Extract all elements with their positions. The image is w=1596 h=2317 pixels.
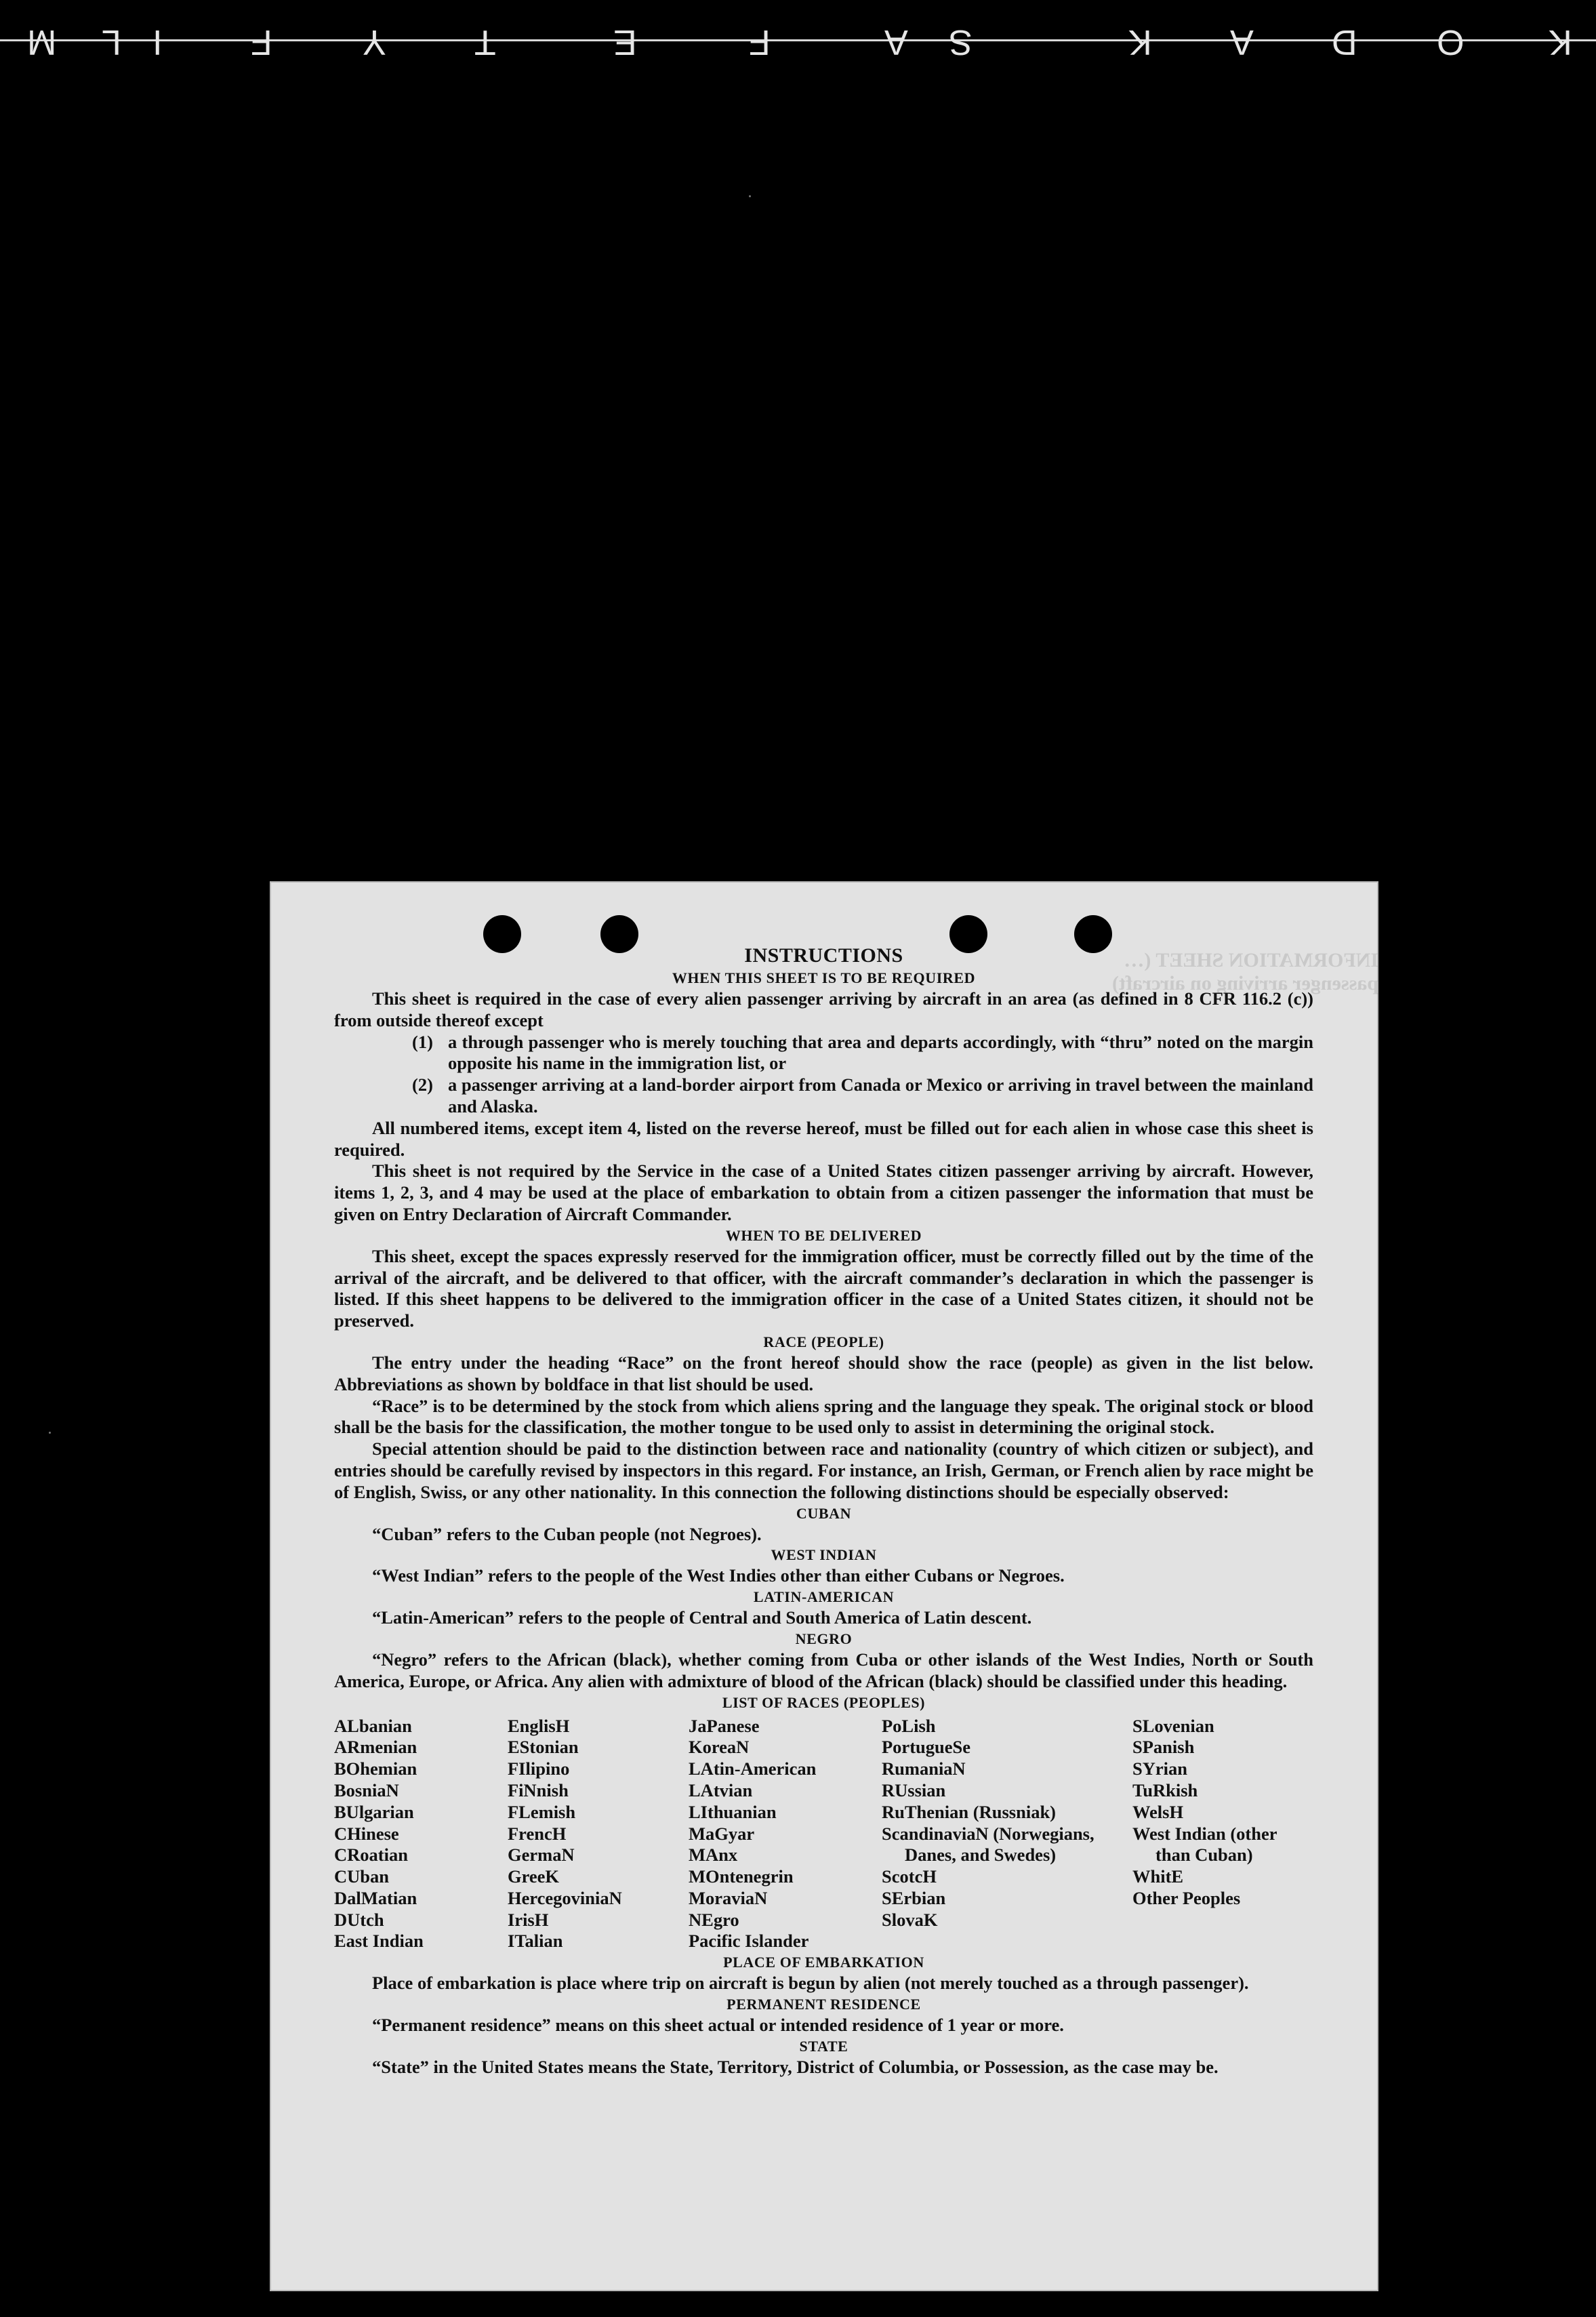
race-entry: PortugueSe: [882, 1737, 971, 1758]
paragraph: This sheet is required in the case of every alien passenger arriving by aircraft in an area (as defined in 8 CFR 116.2 (c)) from outside thereof except: [334, 988, 1313, 1030]
race-entry: GreeK: [508, 1866, 560, 1887]
race-entry: LIthuanian: [689, 1801, 777, 1822]
paragraph: Place of embarkation is place where trip on aircraft is begun by alien (not merely touched as a through passenger).: [372, 1973, 1249, 1994]
section-heading: LIST OF RACES (PEOPLES): [722, 1693, 926, 1711]
race-entry: GermaN: [508, 1845, 575, 1866]
race-entry: SPanish: [1132, 1737, 1195, 1758]
race-entry: West Indian (other than Cuban): [1132, 1823, 1277, 1866]
film-edge-letter: L: [102, 22, 121, 62]
race-column: [882, 1716, 1132, 1953]
race-entry: JaPanese: [689, 1715, 760, 1736]
race-entry: FrencH: [508, 1823, 567, 1844]
film-edge-letter: A: [884, 22, 908, 62]
film-edge-letter: M: [27, 22, 57, 62]
race-entry: RuThenian (Russniak): [882, 1801, 1057, 1822]
race-entry: ALbanian: [334, 1715, 412, 1736]
bleed-through-text: INFORMATION SHEET (… passenger arriving on aircraft): [1111, 949, 1378, 994]
race-column: [334, 1716, 508, 1953]
paragraph: Special attention should be paid to the distinction between race and nationality (country of which citizen or subject), and entries should be carefully revised by inspectors in this regard. For instance, an Irish, German, or French alien by race might be of English, Swiss, or any other nationality. In this connection the following distinctions should be especially observed:: [334, 1438, 1313, 1502]
race-entry: SlovaK: [882, 1909, 938, 1930]
race-entry: ARmenian: [334, 1737, 417, 1758]
race-column: [508, 1716, 689, 1953]
race-entry: FLemish: [508, 1801, 576, 1822]
film-edge-letter: O: [1437, 22, 1465, 62]
race-entry: TuRkish: [1132, 1779, 1198, 1800]
film-edge-letter: D: [1332, 22, 1357, 62]
race-entry: WhitE: [1132, 1866, 1184, 1887]
film-edge-letter: E: [613, 22, 637, 62]
race-entry: SLovenian: [1132, 1715, 1214, 1736]
race-entry: CUban: [334, 1866, 390, 1887]
race-entry: CHinese: [334, 1823, 399, 1844]
film-edge-letter: F: [749, 22, 771, 62]
film-edge-letter: A: [1230, 22, 1254, 62]
race-entry: MoraviaN: [689, 1887, 768, 1908]
race-entry: IrisH: [508, 1909, 549, 1930]
film-edge-letter: Y: [363, 22, 386, 62]
film-edge-letter: I: [152, 22, 163, 62]
race-entry: Pacific Islander: [689, 1931, 809, 1952]
film-speck: [49, 1432, 51, 1434]
race-entry: FIlipino: [508, 1758, 570, 1779]
race-entry: NEgro: [689, 1909, 739, 1930]
instructions-body: [334, 944, 1313, 2078]
race-entry: MOntenegrin: [689, 1866, 794, 1887]
paragraph: “West Indian” refers to the people of the West Indies other than either Cubans or Negroes.: [372, 1565, 1065, 1586]
paragraph: “Race” is to be determined by the stock from which aliens spring and the language they speak. The original stock or blood shall be the basis for the classification, the mother tongue to be used only to assist in determining the original stock.: [334, 1395, 1313, 1438]
race-entry: East Indian: [334, 1931, 424, 1952]
race-entry: FiNnish: [508, 1779, 569, 1800]
page-title: INSTRUCTIONS: [744, 944, 903, 967]
item-number: (1): [412, 1031, 433, 1052]
section-heading: WHEN TO BE DELIVERED: [725, 1226, 922, 1244]
section-heading: RACE (PEOPLE): [763, 1333, 884, 1350]
race-entry: SYrian: [1132, 1758, 1187, 1779]
race-entry: ScotcH: [882, 1866, 937, 1887]
film-edge-letter: K: [1128, 22, 1152, 62]
race-entry: MaGyar: [689, 1823, 755, 1844]
race-entry: EStonian: [508, 1737, 579, 1758]
race-entry: ITalian: [508, 1931, 563, 1952]
race-entry: MAnx: [689, 1845, 738, 1866]
race-entry: PoLish: [882, 1715, 936, 1736]
race-entry: LAtvian: [689, 1779, 753, 1800]
race-column: [1132, 1716, 1313, 1953]
race-entry: CRoatian: [334, 1845, 408, 1866]
paragraph: This sheet is not required by the Service in the case of a United States citizen passenger arriving by aircraft. However, items 1, 2, 3, and 4 may be used at the place of embarkation to obtain from a citizen passenger the information that must be given on Entry Declaration of Aircraft Commander.: [334, 1161, 1313, 1224]
list-item: [412, 1074, 1313, 1118]
section-heading: STATE: [799, 2037, 848, 2055]
item-text: a passenger arriving at a land-border airport from Canada or Mexico or arriving in travel between the mainland and Alaska.: [448, 1074, 1313, 1116]
instruction-sheet: [270, 881, 1378, 2291]
paragraph: This sheet, except the spaces expressly reserved for the immigration officer, must be correctly filled out by the time of the arrival of the aircraft, and be delivered to that officer, with the aircraft commander’s declaration in which the passenger is listed. If this sheet happens to be delivered to the immigration officer in the case of a United States citizen, it should not be preserved.: [334, 1245, 1313, 1331]
race-entry: EnglisH: [508, 1715, 570, 1736]
race-column: [689, 1716, 882, 1953]
paragraph: “Permanent residence” means on this sheet actual or intended residence of 1 year or more.: [372, 2015, 1064, 2036]
section-heading: PLACE OF EMBARKATION: [723, 1954, 924, 1971]
section-heading: WEST INDIAN: [771, 1546, 877, 1564]
section-heading: PERMANENT RESIDENCE: [727, 1996, 921, 2013]
race-entry: KoreaN: [689, 1737, 750, 1758]
race-entry: BOhemian: [334, 1758, 417, 1779]
race-entry: SErbian: [882, 1887, 946, 1908]
paragraph: “State” in the United States means the State, Territory, District of Columbia, or Possession, as the case may be.: [372, 2056, 1219, 2077]
film-edge-letter: F: [251, 22, 272, 62]
film-edge-strip: [0, 0, 1596, 75]
race-entry: ScandinaviaN (Norwegians, Danes, and Swedes): [882, 1823, 1094, 1866]
race-entry: Other Peoples: [1132, 1887, 1241, 1908]
paragraph: “Latin-American” refers to the people of Central and South America of Latin descent.: [372, 1607, 1032, 1628]
film-edge-letter: S: [949, 22, 973, 62]
section-heading: NEGRO: [795, 1630, 853, 1647]
item-text: a through passenger who is merely touching that area and departs accordingly, with “thru” noted on the margin opposite his name in the immigration list, or: [448, 1031, 1313, 1074]
race-entry: WelsH: [1132, 1801, 1184, 1822]
race-entry: HercegoviniaN: [508, 1887, 622, 1908]
race-entry: BUlgarian: [334, 1801, 414, 1822]
section-heading: WHEN THIS SHEET IS TO BE REQUIRED: [672, 969, 976, 986]
film-speck: [749, 195, 751, 197]
paragraph: All numbered items, except item 4, listed on the reverse hereof, must be filled out for each alien in whose case this sheet is required.: [334, 1117, 1313, 1160]
race-list: [334, 1716, 1313, 1953]
film-edge-letter: T: [474, 22, 496, 62]
list-item: [412, 1032, 1313, 1075]
paragraph: The entry under the heading “Race” on the front hereof should show the race (people) as given in the list below. Abbreviations as shown by boldface in that list should be used.: [334, 1352, 1313, 1394]
paragraph: “Cuban” refers to the Cuban people (not Negroes).: [372, 1523, 762, 1544]
section-heading: LATIN-AMERICAN: [753, 1588, 895, 1606]
paragraph: “Negro” refers to the African (black), whether coming from Cuba or other islands of the West Indies, North or South America, Europe, or Africa. Any alien with admixture of blood of the African (black) should be classified under this heading.: [334, 1649, 1313, 1691]
race-entry: LAtin-American: [689, 1758, 817, 1779]
race-entry: RumaniaN: [882, 1758, 966, 1779]
race-entry: DalMatian: [334, 1887, 417, 1908]
film-edge-letter: K: [1549, 22, 1572, 62]
section-heading: CUBAN: [796, 1504, 852, 1522]
race-entry: BosniaN: [334, 1779, 399, 1800]
race-entry: DUtch: [334, 1909, 384, 1930]
item-number: (2): [412, 1074, 433, 1095]
race-entry: RUssian: [882, 1779, 946, 1800]
